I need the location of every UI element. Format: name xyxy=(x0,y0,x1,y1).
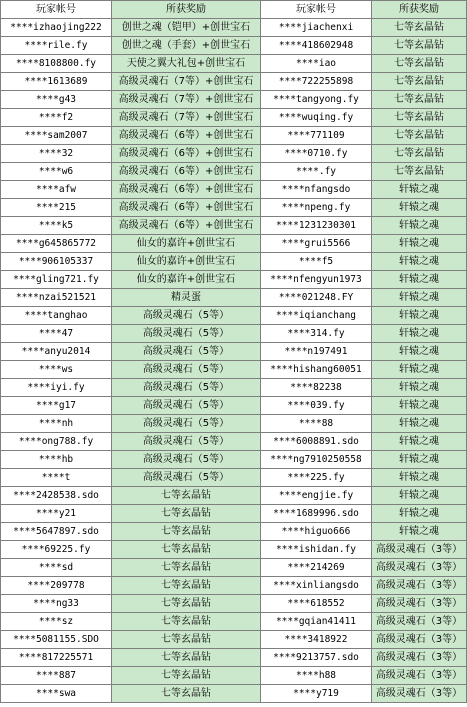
reward-cell: 七等玄晶钻 xyxy=(372,145,467,163)
table-row xyxy=(1,271,467,289)
award-rows xyxy=(1,19,467,703)
header-reward-1: 所获奖励 xyxy=(112,1,261,19)
reward-cell: 高级灵魂石（5等） xyxy=(112,397,261,415)
table-row xyxy=(1,307,467,325)
reward-cell: 高级灵魂石（3等） xyxy=(372,577,467,595)
table-row xyxy=(1,541,467,559)
player-account-cell: ****722255898 xyxy=(261,73,372,91)
reward-cell: 七等玄晶钻 xyxy=(372,127,467,145)
player-account-cell: ****5647897.sdo xyxy=(1,523,112,541)
player-account-cell: ****wuqing.fy xyxy=(261,109,372,127)
player-account-cell: ****2428538.sdo xyxy=(1,487,112,505)
player-account-cell: ****6008891.sdo xyxy=(261,433,372,451)
player-account-cell: ****f5 xyxy=(261,253,372,271)
table-row xyxy=(1,91,467,109)
player-account-cell: ****1613689 xyxy=(1,73,112,91)
reward-cell: 创世之魂（铠甲）+创世宝石 xyxy=(112,19,261,37)
player-account-cell: ****rile.fy xyxy=(1,37,112,55)
reward-cell: 轩辕之魂 xyxy=(372,415,467,433)
reward-cell: 高级灵魂石（5等） xyxy=(112,379,261,397)
player-account-cell: ****iyi.fy xyxy=(1,379,112,397)
player-account-cell: ****418602948 xyxy=(261,37,372,55)
player-account-cell: ****039.fy xyxy=(261,397,372,415)
table-row xyxy=(1,19,467,37)
player-account-cell: ****209778 xyxy=(1,577,112,595)
reward-cell: 七等玄晶钻 xyxy=(112,595,261,613)
table-row xyxy=(1,631,467,649)
reward-cell: 高级灵魂石（5等） xyxy=(112,343,261,361)
table-row xyxy=(1,451,467,469)
player-account-cell: ****887 xyxy=(1,667,112,685)
player-account-cell: ****3418922 xyxy=(261,631,372,649)
reward-cell: 轩辕之魂 xyxy=(372,505,467,523)
reward-cell: 轩辕之魂 xyxy=(372,271,467,289)
player-account-cell: ****88 xyxy=(261,415,372,433)
table-row xyxy=(1,55,467,73)
player-account-cell: ****hishang60051 xyxy=(261,361,372,379)
reward-cell: 七等玄晶钻 xyxy=(112,577,261,595)
reward-cell: 高级灵魂石（3等） xyxy=(372,559,467,577)
player-account-cell: ****.fy xyxy=(261,163,372,181)
player-account-cell: ****npeng.fy xyxy=(261,199,372,217)
reward-cell: 高级灵魂石（6等）+创世宝石 xyxy=(112,199,261,217)
player-account-cell: ****grui5566 xyxy=(261,235,372,253)
reward-cell: 高级灵魂石（5等） xyxy=(112,325,261,343)
reward-cell: 高级灵魂石（6等）+创世宝石 xyxy=(112,181,261,199)
reward-cell: 天使之翼大礼包+创世宝石 xyxy=(112,55,261,73)
header-player-account-2: 玩家帐号 xyxy=(261,1,372,19)
player-account-cell: ****gqian41411 xyxy=(261,613,372,631)
player-account-cell: ****69225.fy xyxy=(1,541,112,559)
player-account-cell: ****gling721.fy xyxy=(1,271,112,289)
player-account-cell: ****32 xyxy=(1,145,112,163)
reward-cell: 轩辕之魂 xyxy=(372,235,467,253)
reward-cell: 轩辕之魂 xyxy=(372,487,467,505)
reward-cell: 高级灵魂石（3等） xyxy=(372,595,467,613)
reward-cell: 轩辕之魂 xyxy=(372,289,467,307)
reward-cell: 高级灵魂石（6等）+创世宝石 xyxy=(112,145,261,163)
reward-cell: 高级灵魂石（5等） xyxy=(112,415,261,433)
player-account-cell: ****sz xyxy=(1,613,112,631)
reward-cell: 七等玄晶钻 xyxy=(372,19,467,37)
reward-cell: 仙女的嘉许+创世宝石 xyxy=(112,235,261,253)
reward-cell: 高级灵魂石（6等）+创世宝石 xyxy=(112,217,261,235)
reward-cell: 七等玄晶钻 xyxy=(112,649,261,667)
table-row xyxy=(1,253,467,271)
table-row xyxy=(1,487,467,505)
player-account-cell: ****h88 xyxy=(261,667,372,685)
reward-cell: 高级灵魂石（3等） xyxy=(372,613,467,631)
reward-cell: 轩辕之魂 xyxy=(372,217,467,235)
header-row xyxy=(1,1,467,19)
reward-cell: 七等玄晶钻 xyxy=(112,541,261,559)
player-account-cell: ****tangyong.fy xyxy=(261,91,372,109)
player-account-cell: ****906105337 xyxy=(1,253,112,271)
reward-cell: 高级灵魂石（3等） xyxy=(372,667,467,685)
table-row xyxy=(1,343,467,361)
reward-cell: 七等玄晶钻 xyxy=(372,55,467,73)
table-row xyxy=(1,163,467,181)
table-row xyxy=(1,181,467,199)
player-account-cell: ****nzai521521 xyxy=(1,289,112,307)
table-row xyxy=(1,397,467,415)
player-account-cell: ****225.fy xyxy=(261,469,372,487)
reward-cell: 轩辕之魂 xyxy=(372,469,467,487)
player-account-cell: ****5081155.SDO xyxy=(1,631,112,649)
reward-cell: 高级灵魂石（6等）+创世宝石 xyxy=(112,127,261,145)
reward-cell: 高级灵魂石（5等） xyxy=(112,469,261,487)
player-account-cell: ****t xyxy=(1,469,112,487)
table-row xyxy=(1,649,467,667)
reward-cell: 高级灵魂石（5等） xyxy=(112,307,261,325)
player-account-cell: ****y21 xyxy=(1,505,112,523)
reward-cell: 高级灵魂石（5等） xyxy=(112,433,261,451)
player-account-cell: ****f2 xyxy=(1,109,112,127)
player-account-cell: ****higuo666 xyxy=(261,523,372,541)
reward-cell: 七等玄晶钻 xyxy=(372,73,467,91)
player-account-cell: ****8108800.fy xyxy=(1,55,112,73)
player-account-cell: ****021248.FY xyxy=(261,289,372,307)
table-row xyxy=(1,109,467,127)
reward-cell: 高级灵魂石（3等） xyxy=(372,649,467,667)
reward-cell: 轩辕之魂 xyxy=(372,307,467,325)
reward-cell: 高级灵魂石（7等）+创世宝石 xyxy=(112,91,261,109)
table-row xyxy=(1,559,467,577)
table-row xyxy=(1,73,467,91)
player-account-cell: ****ng7910250558 xyxy=(261,451,372,469)
reward-cell: 高级灵魂石（5等） xyxy=(112,361,261,379)
player-account-cell: ****k5 xyxy=(1,217,112,235)
player-account-cell: ****47 xyxy=(1,325,112,343)
player-account-cell: ****engjie.fy xyxy=(261,487,372,505)
table-row xyxy=(1,325,467,343)
player-account-cell: ****g645865772 xyxy=(1,235,112,253)
player-account-cell: ****82238 xyxy=(261,379,372,397)
player-account-cell: ****iqianchang xyxy=(261,307,372,325)
player-account-cell: ****n197491 xyxy=(261,343,372,361)
table-row xyxy=(1,433,467,451)
table-row xyxy=(1,235,467,253)
table-row xyxy=(1,127,467,145)
reward-cell: 高级灵魂石（3等） xyxy=(372,631,467,649)
table-row xyxy=(1,469,467,487)
reward-cell: 七等玄晶钻 xyxy=(372,163,467,181)
reward-cell: 七等玄晶钻 xyxy=(112,559,261,577)
reward-cell: 七等玄晶钻 xyxy=(112,631,261,649)
player-account-cell: ****0710.fy xyxy=(261,145,372,163)
reward-cell: 轩辕之魂 xyxy=(372,199,467,217)
reward-cell: 高级灵魂石（6等）+创世宝石 xyxy=(112,163,261,181)
reward-cell: 七等玄晶钻 xyxy=(372,37,467,55)
reward-cell: 高级灵魂石（3等） xyxy=(372,541,467,559)
header-reward-2: 所获奖励 xyxy=(372,1,467,19)
player-account-cell: ****iao xyxy=(261,55,372,73)
table-row xyxy=(1,289,467,307)
table-row xyxy=(1,361,467,379)
player-account-cell: ****9213757.sdo xyxy=(261,649,372,667)
player-account-cell: ****771109 xyxy=(261,127,372,145)
table-row xyxy=(1,415,467,433)
reward-cell: 仙女的嘉许+创世宝石 xyxy=(112,271,261,289)
reward-cell: 轩辕之魂 xyxy=(372,181,467,199)
table-row xyxy=(1,145,467,163)
reward-cell: 高级灵魂石（7等）+创世宝石 xyxy=(112,73,261,91)
table-row xyxy=(1,595,467,613)
player-account-cell: ****sd xyxy=(1,559,112,577)
player-account-cell: ****hb xyxy=(1,451,112,469)
reward-cell: 七等玄晶钻 xyxy=(372,91,467,109)
player-account-cell: ****xinliangsdo xyxy=(261,577,372,595)
reward-cell: 轩辕之魂 xyxy=(372,379,467,397)
reward-cell: 高级灵魂石（7等）+创世宝石 xyxy=(112,109,261,127)
player-account-cell: ****nfengyun1973 xyxy=(261,271,372,289)
player-account-cell: ****1689996.sdo xyxy=(261,505,372,523)
player-account-cell: ****ishidan.fy xyxy=(261,541,372,559)
reward-cell: 七等玄晶钻 xyxy=(112,523,261,541)
reward-cell: 轩辕之魂 xyxy=(372,433,467,451)
reward-cell: 高级灵魂石（5等） xyxy=(112,451,261,469)
reward-cell: 轩辕之魂 xyxy=(372,451,467,469)
table-row xyxy=(1,523,467,541)
reward-cell: 轩辕之魂 xyxy=(372,361,467,379)
player-account-cell: ****nfangsdo xyxy=(261,181,372,199)
player-account-cell: ****1231230301 xyxy=(261,217,372,235)
player-account-cell: ****618552 xyxy=(261,595,372,613)
table-row xyxy=(1,667,467,685)
player-account-cell: ****jiachenxi xyxy=(261,19,372,37)
player-account-cell: ****tanghao xyxy=(1,307,112,325)
reward-cell: 仙女的嘉许+创世宝石 xyxy=(112,253,261,271)
reward-cell: 七等玄晶钻 xyxy=(112,505,261,523)
reward-cell: 七等玄晶钻 xyxy=(112,667,261,685)
table-row xyxy=(1,199,467,217)
player-account-cell: ****215 xyxy=(1,199,112,217)
table-row xyxy=(1,685,467,703)
player-account-cell: ****afw xyxy=(1,181,112,199)
player-account-cell: ****izhaojing222 xyxy=(1,19,112,37)
table-row xyxy=(1,505,467,523)
player-account-cell: ****314.fy xyxy=(261,325,372,343)
table-row xyxy=(1,37,467,55)
player-account-cell: ****y719 xyxy=(261,685,372,703)
table-row xyxy=(1,577,467,595)
player-account-cell: ****214269 xyxy=(261,559,372,577)
reward-cell: 七等玄晶钻 xyxy=(372,109,467,127)
player-account-cell: ****nh xyxy=(1,415,112,433)
reward-cell: 七等玄晶钻 xyxy=(112,685,261,703)
player-account-cell: ****817225571 xyxy=(1,649,112,667)
table-row xyxy=(1,613,467,631)
player-account-cell: ****g17 xyxy=(1,397,112,415)
player-account-cell: ****ong788.fy xyxy=(1,433,112,451)
reward-cell: 轩辕之魂 xyxy=(372,325,467,343)
header-player-account-1: 玩家帐号 xyxy=(1,1,112,19)
player-account-cell: ****g43 xyxy=(1,91,112,109)
reward-cell: 轩辕之魂 xyxy=(372,343,467,361)
table-row xyxy=(1,379,467,397)
reward-cell: 轩辕之魂 xyxy=(372,523,467,541)
player-account-cell: ****swa xyxy=(1,685,112,703)
reward-cell: 七等玄晶钻 xyxy=(112,613,261,631)
player-account-cell: ****ng33 xyxy=(1,595,112,613)
player-account-cell: ****sam2007 xyxy=(1,127,112,145)
reward-cell: 轩辕之魂 xyxy=(372,253,467,271)
reward-cell: 七等玄晶钻 xyxy=(112,487,261,505)
reward-cell: 轩辕之魂 xyxy=(372,397,467,415)
table-row xyxy=(1,217,467,235)
reward-cell: 高级灵魂石（3等） xyxy=(372,685,467,703)
player-account-cell: ****anyu2014 xyxy=(1,343,112,361)
player-account-cell: ****ws xyxy=(1,361,112,379)
reward-cell: 创世之魂（手套）+创世宝石 xyxy=(112,37,261,55)
player-account-cell: ****w6 xyxy=(1,163,112,181)
reward-cell: 精灵蛋 xyxy=(112,289,261,307)
